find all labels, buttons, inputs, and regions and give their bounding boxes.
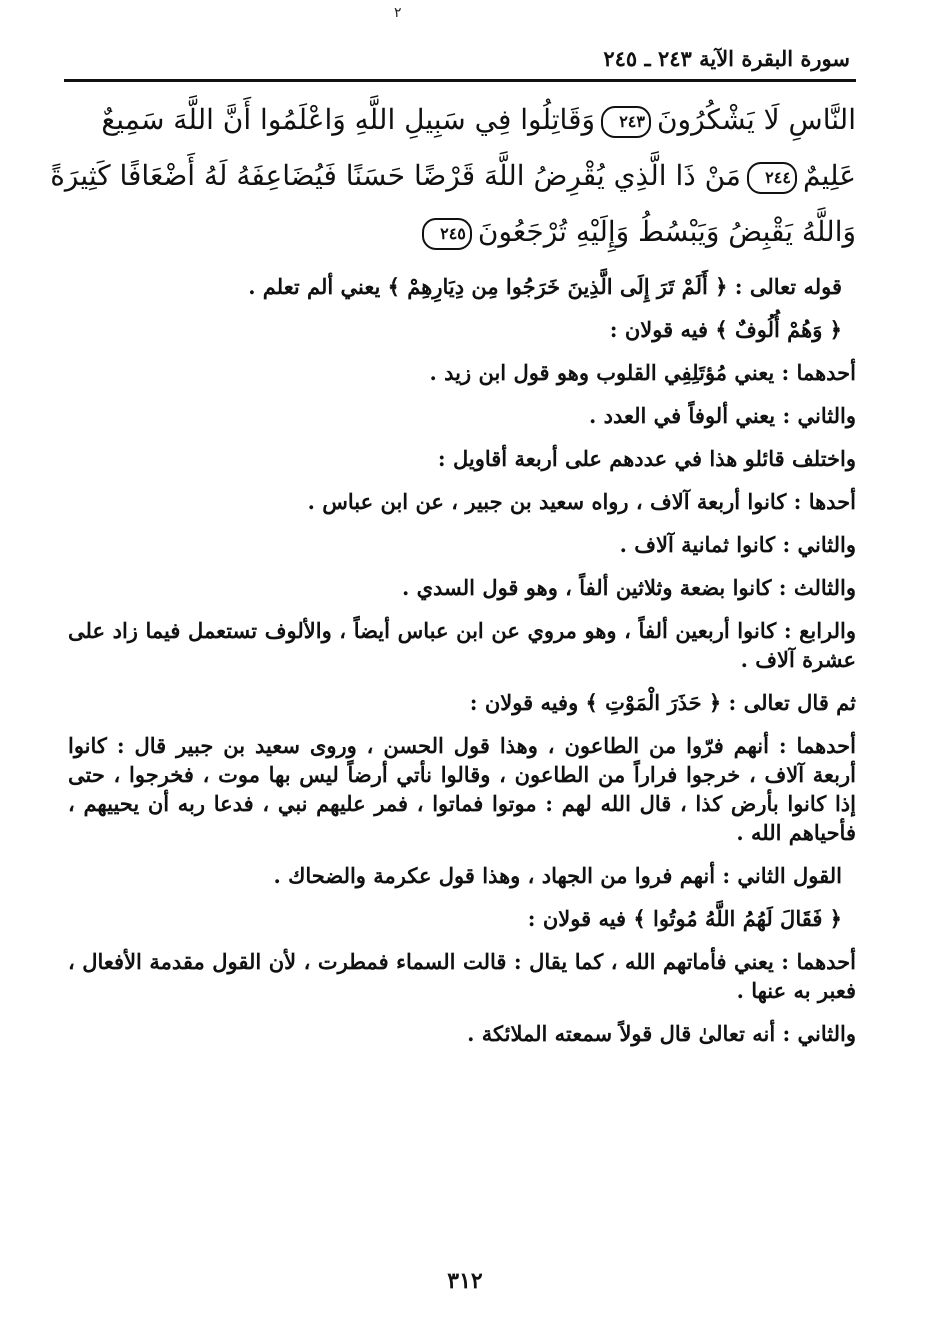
commentary-paragraph: القول الثاني : أنهم فروا من الجهاد ، وهذا قول عكرمة والضحاك . [273,863,842,888]
quran-text: عَلِيمٌ [802,159,856,192]
quran-text: مَنْ ذَا الَّذِي يُقْرِضُ اللَّهَ قَرْضًا حَسَنًا فَيُضَاعِفَهُ لَهُ أَضْعَافًا كَثِيرَةً [50,159,741,192]
commentary-body [68,272,856,1062]
commentary-paragraph: أحدهما : يعني مُؤتَلِفِي القلوب وهو قول ابن زيد . [429,360,856,385]
quran-line-1 [68,92,856,148]
commentary-paragraph: ثم قال تعالى : ﴿ حَذَرَ الْمَوْتِ ﴾ وفيه قولان : [469,690,856,715]
quran-line-3 [68,204,856,260]
quran-text: وَقَاتِلُوا فِي سَبِيلِ اللَّهِ وَاعْلَمُوا أَنَّ اللَّهَ سَمِيعٌ [101,103,595,136]
commentary-paragraph: ﴿ فَقَالَ لَهُمُ اللَّهُ مُوتُوا ﴾ فيه قولان : [527,906,842,931]
commentary-paragraph: والرابع : كانوا أربعين ألفاً ، وهو مروي عن ابن عباس أيضاً ، والألوف تستعمل فيما زاد على عشرة آلاف . [68,618,856,672]
commentary-paragraph: والثاني : يعني ألوفاً في العدد . [588,403,856,428]
header-divider [64,79,856,82]
commentary-paragraph: أحدها : كانوا أربعة آلاف ، رواه سعيد بن جبير ، عن ابن عباس . [307,489,856,514]
ayah-number-marker: ٢٤٤ [747,162,797,194]
quran-verses-block [50,92,856,260]
commentary-paragraph: والثاني : أنه تعالىٰ قال قولاً سمعته الملائكة . [467,1021,856,1046]
commentary-paragraph: قوله تعالى : ﴿ أَلَمْ تَرَ إِلَى الَّذِينَ خَرَجُوا مِن دِيَارِهِمْ ﴾ يعني ألم تعلم . [248,274,842,299]
page-number: ٣١٢ [447,1268,483,1294]
commentary-paragraph: والثالث : كانوا بضعة وثلاثين ألفاً ، وهو قول السدي . [401,575,856,600]
top-margin-mark: ٢ [394,5,402,21]
ayah-number-marker: ٢٤٣ [601,106,651,138]
quran-text: النَّاسِ لَا يَشْكُرُونَ [656,103,856,136]
commentary-paragraph: ﴿ وَهُمْ أُلُوفٌ ﴾ فيه قولان : [609,317,842,342]
commentary-paragraph: أحدهما : يعني فأماتهم الله ، كما يقال : قالت السماء فمطرت ، لأن القول مقدمة الأفعال ، فعبر به عنها . [68,949,856,1003]
commentary-paragraph: والثاني : كانوا ثمانية آلاف . [619,532,856,557]
commentary-paragraph: واختلف قائلو هذا في عددهم على أربعة أقاويل : [437,446,856,471]
commentary-paragraph: أحدهما : أنهم فرّوا من الطاعون ، وهذا قول الحسن ، وروى سعيد بن جبير قال : كانوا أربعة آلاف ، خرجوا فراراً من الطاعون ، وقالوا نأتي أرضاً ليس بها موت ، فخرجوا ، حتى إذا كانوا بأرض كذا ، قال الله لهم : موتوا فماتوا ، فمر عليهم نبي ، فدعا ربه أن يحييهم ، فأحياهم الله . [68,733,856,845]
ayah-number-marker: ٢٤٥ [422,218,472,250]
quran-text: وَاللَّهُ يَقْبِضُ وَيَبْسُطُ وَإِلَيْهِ تُرْجَعُونَ [477,215,856,248]
running-header: سورة البقرة الآية ٢٤٣ ـ ٢٤٥ [603,46,850,71]
quran-line-2 [50,148,856,204]
